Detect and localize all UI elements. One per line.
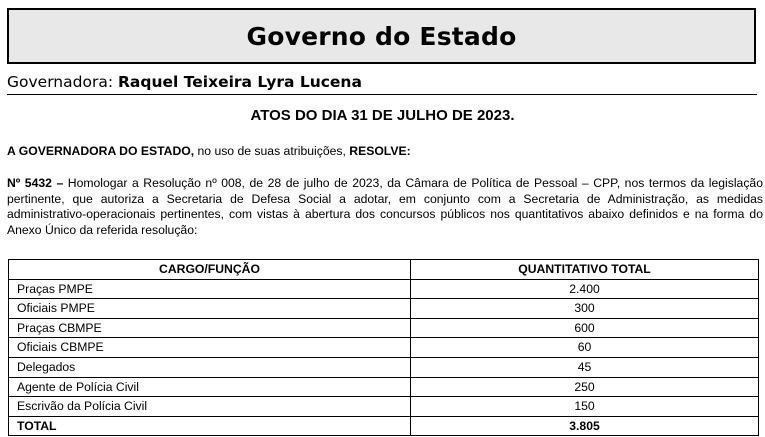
total-value: 3.805 (411, 416, 759, 436)
table-row (9, 377, 759, 397)
table-row (9, 338, 759, 358)
cell-quantitativo: 600 (411, 318, 759, 338)
cell-quantitativo: 60 (411, 338, 759, 358)
table-header-row (9, 260, 759, 280)
table-row (9, 357, 759, 377)
decree-number: Nº 5432 – (7, 176, 64, 190)
resolve-middle: no uso de suas atribuições, (194, 144, 350, 158)
header-banner (7, 8, 756, 64)
governor-name: Raquel Teixeira Lyra Lucena (117, 73, 362, 91)
cell-cargo: Praças CBMPE (9, 318, 411, 338)
acts-title: ATOS DO DIA 31 DE JULHO DE 2023. (250, 107, 515, 124)
resolve-line (7, 144, 411, 158)
quantitative-table (8, 259, 759, 436)
governor-label: Governadora: (7, 73, 114, 91)
cell-cargo: Delegados (9, 357, 411, 377)
table-row (9, 397, 759, 417)
cell-quantitativo: 45 (411, 357, 759, 377)
cell-quantitativo: 300 (411, 299, 759, 319)
total-label: TOTAL (9, 416, 411, 436)
cell-cargo: Oficiais CBMPE (9, 338, 411, 358)
resolve-subject: A GOVERNADORA DO ESTADO, (7, 144, 195, 158)
header-quantitativo: QUANTITATIVO TOTAL (411, 260, 759, 280)
cell-cargo: Escrivão da Polícia Civil (9, 397, 411, 417)
header-cargo: CARGO/FUNÇÃO (9, 260, 411, 280)
cell-cargo: Praças PMPE (9, 279, 411, 299)
table-row (9, 279, 759, 299)
resolve-verb: RESOLVE: (349, 144, 411, 158)
table-total-row (9, 416, 759, 436)
page-title: Governo do Estado (246, 21, 517, 51)
decree-paragraph (7, 176, 763, 238)
cell-cargo: Agente de Polícia Civil (9, 377, 411, 397)
table-row (9, 318, 759, 338)
cell-quantitativo: 2.400 (411, 279, 759, 299)
cell-quantitativo: 150 (411, 397, 759, 417)
governor-line (7, 72, 757, 95)
decree-text: Homologar a Resolução nº 008, de 28 de julho de 2023, da Câmara de Política de Pessoal – CPP, nos termos da legislação pertinente, que autoriza a Secretaria de Defesa Social a adotar, em conjunto com a Secretaria de Administração, as medidas administrativo-operacionais pertinentes, com vistas à abertura dos concursos públicos nos quantitativos abaixo definidos e na forma do Anexo Único da referida resolução: (7, 176, 763, 237)
cell-cargo: Oficiais PMPE (9, 299, 411, 319)
table-row (9, 299, 759, 319)
cell-quantitativo: 250 (411, 377, 759, 397)
